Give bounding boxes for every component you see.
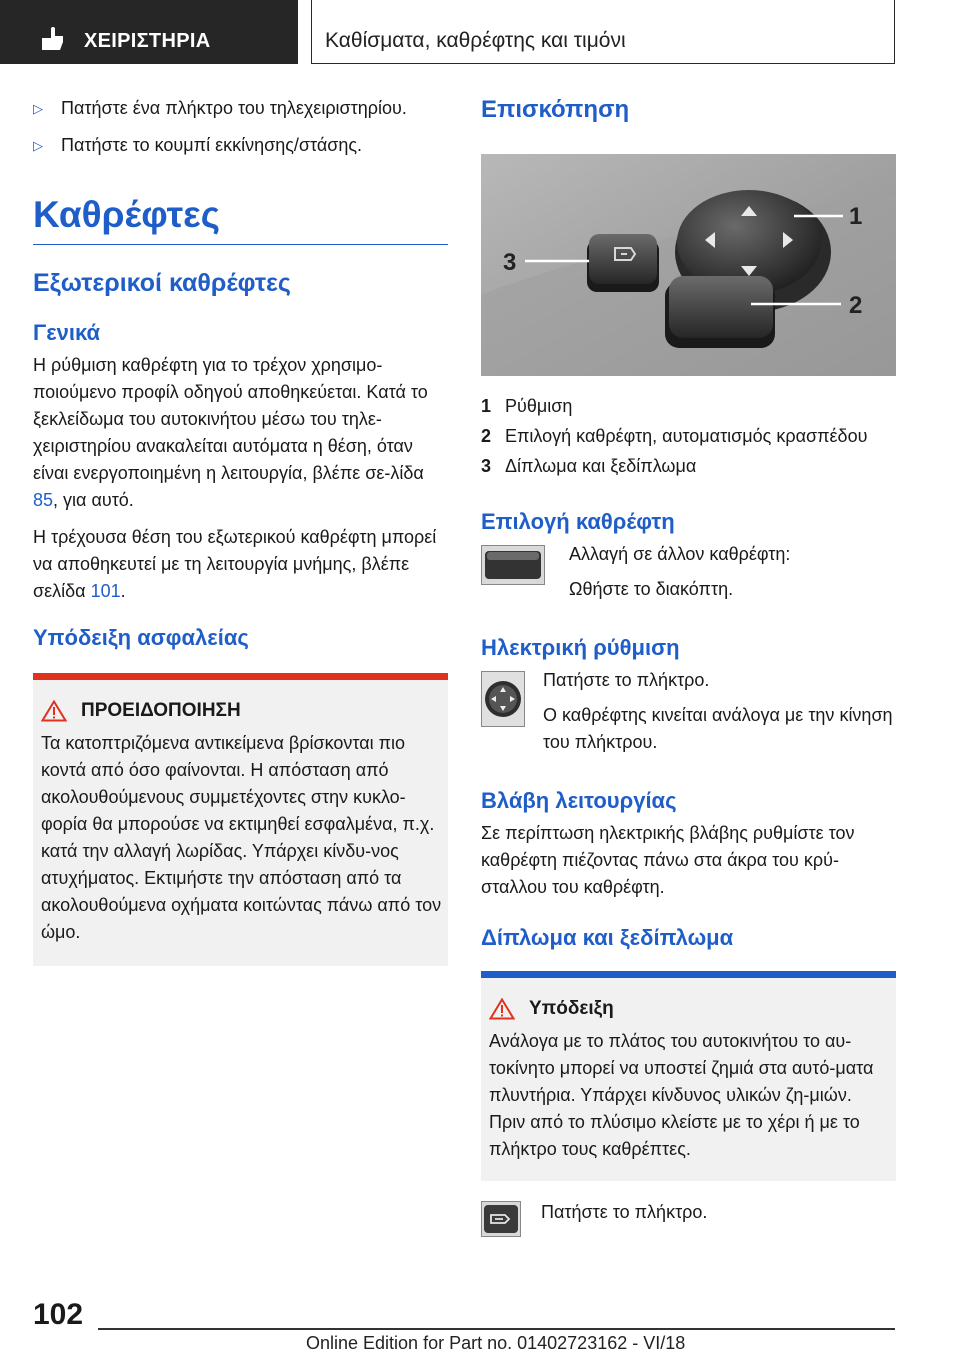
legend-number: 2	[481, 426, 492, 446]
list-item	[33, 96, 448, 121]
heading-fold: Δίπλωμα και ξεδίπλωμα	[481, 925, 734, 950]
legend-number: 3	[481, 456, 492, 476]
heading-electric-adjustment: Ηλεκτρική ρύθμιση	[481, 635, 680, 660]
electric-adjust-row	[481, 667, 896, 766]
fold-mirror-button-icon	[481, 1201, 521, 1237]
legend-item	[481, 423, 896, 449]
general-paragraph-1: Η ρύθμιση καθρέφτη για το τρέχον χρησιμο‐ποιούμενο προφίλ οδηγού αποθηκεύεται. Κατά το ξεκλείδωμα του αυτοκινήτου μέσω του τηλε‐χειριστηρίου ανακαλείται αυτόματα η θέση, όταν είναι ενεργοποιημένη η λειτουργία, βλέπε σε‐λίδα 85, για αυτό.	[33, 355, 428, 510]
adjustment-knob-icon	[481, 671, 525, 727]
triangle-bullet-icon: ▷	[33, 138, 43, 153]
malfunction-text: Σε περίπτωση ηλεκτρικής βλάβης ρυθμίστε τον καθρέφτη πιέζοντας πάνω στα άκρα του κρύ‐σταλλου του καθρέφτη.	[481, 823, 855, 897]
page-title: Καθίσματα, καθρέφτης και τιμόνι	[325, 29, 626, 52]
general-paragraph-2: Η τρέχουσα θέση του εξωτερικού καθρέφτη μπορεί να αποθηκευτεί με τη λειτουργία μνήμης, βλέπε σελίδα 101.	[33, 527, 437, 601]
legend-number: 1	[481, 396, 492, 416]
legend-text: Ρύθμιση	[505, 396, 573, 416]
callout-1: 1	[849, 203, 863, 230]
footer-edition: Online Edition for Part no. 01402723162 - VI/18	[306, 1333, 686, 1353]
heading-general: Γενικά	[33, 320, 101, 345]
callout-3: 3	[503, 249, 517, 276]
page-link-85[interactable]: 85	[33, 490, 54, 510]
footer-divider	[98, 1328, 895, 1330]
subsection-heading-exterior-mirrors: Εξωτερικοί καθρέφτες	[33, 269, 291, 297]
warning-box	[33, 673, 448, 966]
caution-triangle-icon	[489, 998, 515, 1020]
chapter-tab[interactable]	[0, 0, 298, 64]
page-link-101[interactable]: 101	[90, 581, 121, 601]
notice-title: Υπόδειξη	[529, 998, 614, 1019]
callout-2: 2	[849, 292, 863, 319]
triangle-bullet-icon: ▷	[33, 101, 43, 116]
legend-text: Επιλογή καθρέφτη, αυτοματισμός κρασπέδου	[505, 426, 868, 446]
warning-triangle-icon	[41, 700, 67, 722]
notice-text: Ανάλογα με το πλάτος του αυτοκινήτου το αυ‐τοκίνητο μπορεί να υποστεί ζημιά στα αυτό‐ματα πλυντήρια. Υπάρχει κίνδυνος υλικών ζη‐μιών. Πριν από το πλύσιμο κλείστε με το χέρι ή με το πλήκτρο τους καθρέπτες.	[489, 1031, 874, 1159]
fold-row	[481, 1197, 896, 1237]
chapter-tab-label: ΧΕΙΡΙΣΤΗΡΙΑ	[84, 30, 211, 52]
hand-pointer-icon	[38, 26, 68, 52]
select-text-1: Αλλαγή σε άλλον καθρέφτη:	[569, 544, 791, 564]
electric-text-1: Πατήστε το πλήκτρο.	[543, 670, 710, 690]
heading-malfunction: Βλάβη λειτουργίας	[481, 788, 677, 813]
list-item-text: Πατήστε το κουμπί εκκίνησης/στάσης.	[61, 135, 363, 155]
electric-text-2: Ο καθρέφτης κινείται ανάλογα με την κίνηση του πλήκτρου.	[543, 705, 893, 752]
legend-item	[481, 453, 896, 479]
page-title-tab	[311, 0, 895, 64]
heading-safety-notice: Υπόδειξη ασφαλείας	[33, 625, 249, 650]
mirror-select-switch-icon	[481, 545, 545, 585]
legend-item	[481, 393, 896, 419]
left-column	[33, 96, 448, 966]
legend-text: Δίπλωμα και ξεδίπλωμα	[505, 456, 697, 476]
page-number: 102	[33, 1298, 84, 1331]
select-mirror-row	[481, 541, 896, 613]
notice-header	[485, 998, 892, 1020]
list-item	[33, 133, 448, 158]
notice-box	[481, 971, 896, 1181]
heading-overview: Επισκόπηση	[481, 96, 630, 123]
select-text-2: Ωθήστε το διακόπτη.	[569, 579, 734, 599]
warning-title: ΠΡΟΕΙΔΟΠΟΙΗΣΗ	[81, 700, 241, 721]
warning-text: Τα κατοπτριζόμενα αντικείμενα βρίσκονται πιο κοντά από όσο φαίνονται. Η απόσταση από ακολουθούμενους συμμετέχοντες στην κυκλο‐φορία θα μπορούσε να εκτιμηθεί εσφαλμένα, π.χ. κατά την αλλαγή λωρίδας. Υπάρχει κίνδυ‐νος ατυχήματος. Εκτιμήστε την απόσταση από τα ακολουθούμενα οχήματα κοιτώντας πάνω από τον ώμο.	[41, 733, 442, 942]
fold-text: Πατήστε το πλήκτρο.	[541, 1202, 708, 1222]
right-column	[481, 96, 896, 1237]
heading-select-mirror: Επιλογή καθρέφτη	[481, 509, 675, 534]
list-item-text: Πατήστε ένα πλήκτρο του τηλεχειριστηρίου.	[61, 98, 407, 118]
mirror-control-photo	[481, 154, 896, 376]
legend-list	[481, 393, 896, 479]
warning-header	[37, 700, 444, 722]
section-heading-mirrors: Καθρέφτες	[33, 194, 448, 245]
